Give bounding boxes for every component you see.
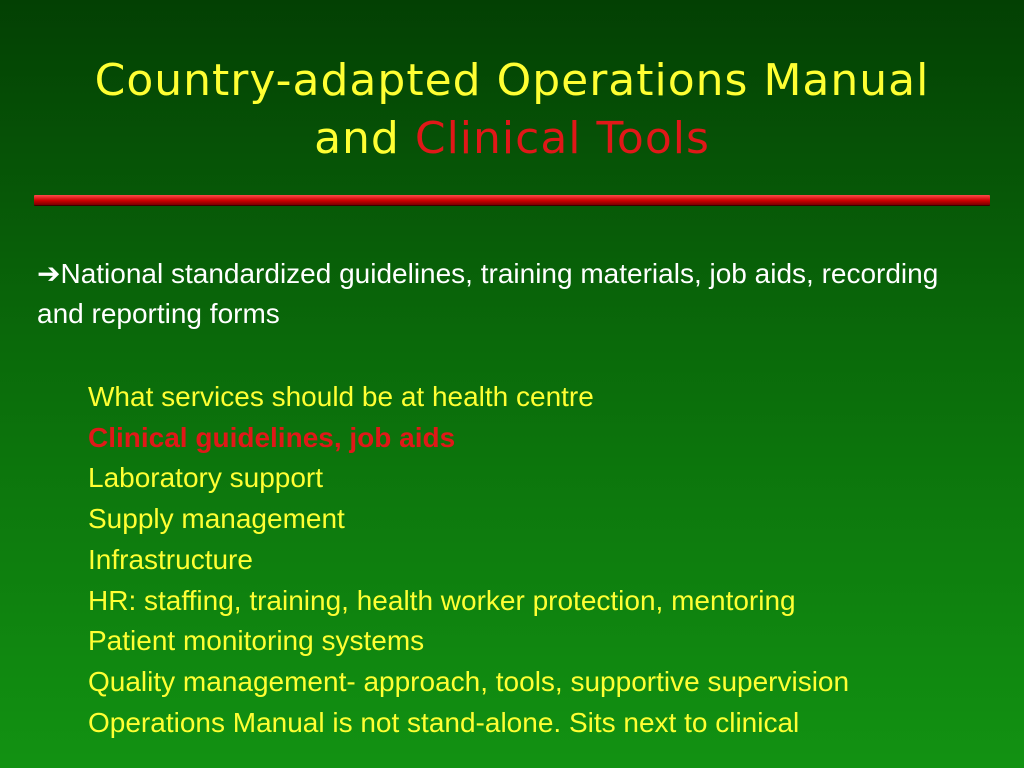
title-line-2-plain: and — [314, 113, 400, 164]
list-item: Infrastructure — [88, 543, 253, 575]
title-divider — [34, 195, 990, 205]
slide-title — [30, 52, 994, 168]
list-item: Laboratory support — [88, 462, 324, 494]
list-item: Operations Manual is not stand-alone. Sits next to clinical — [88, 706, 800, 738]
list-item: HR: staffing, training, health worker protection, mentoring — [88, 584, 796, 616]
list-item: Patient monitoring systems — [88, 625, 425, 657]
list-item: What services should be at health centre — [88, 381, 594, 412]
right-arrow-icon: ➔ — [37, 258, 61, 289]
component-list — [88, 377, 988, 743]
title-line-1: Country-adapted Operations Manual — [94, 55, 930, 106]
list-item: Supply management — [88, 503, 345, 535]
intro-paragraph — [37, 254, 957, 334]
list-item: Quality management- approach, tools, supportive supervision — [88, 665, 850, 697]
title-line-2-highlight: Clinical Tools — [414, 113, 710, 164]
intro-text: National standardized guidelines, training materials, job aids, recording and reporting forms — [37, 258, 939, 329]
list-item-highlighted: Clinical guidelines, job aids — [88, 421, 456, 453]
